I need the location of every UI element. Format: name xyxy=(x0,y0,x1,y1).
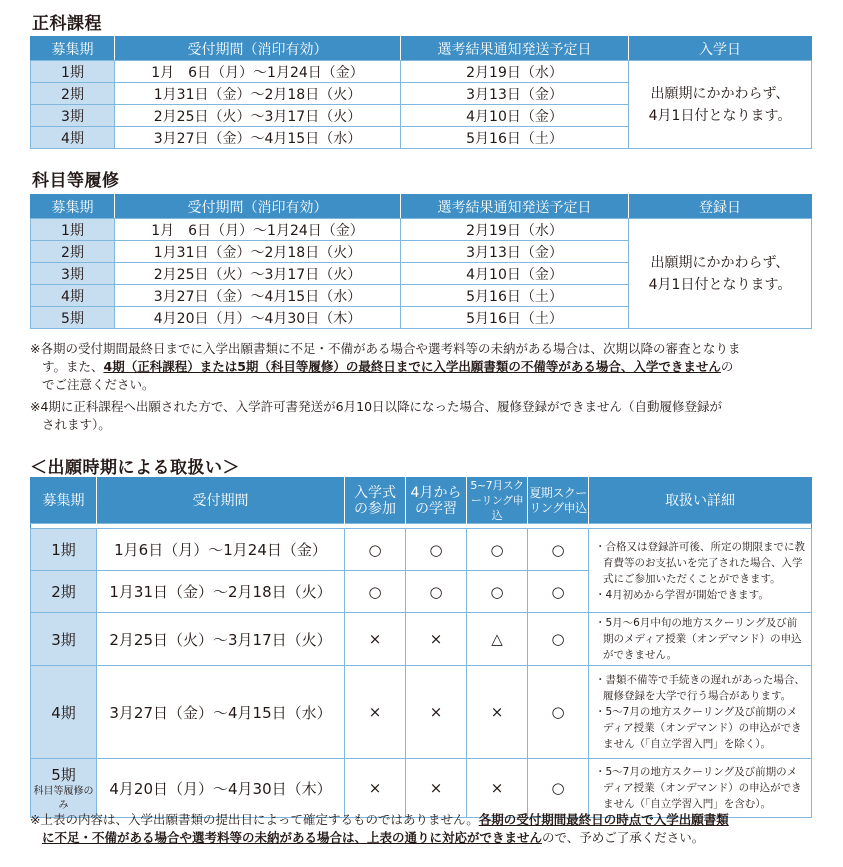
status-cell: × xyxy=(467,759,528,818)
status-cell: ○ xyxy=(528,613,589,666)
range-cell: 1月31日（金）～2月18日（火） xyxy=(115,241,401,263)
range-cell: 3月27日（金）～4月15日（水） xyxy=(97,666,345,759)
subject-course-table xyxy=(30,194,812,329)
detail-text: ・5～7月の地方スクーリング及び前期のメディア授業（オンデマンド）の申込ができません（「自立学習入門」を含む）。 xyxy=(595,766,802,810)
footer-line-1 xyxy=(30,811,820,829)
detail-cell xyxy=(589,613,812,666)
range-cell: 4月20日（月）～4月30日（木） xyxy=(97,759,345,818)
period-cell xyxy=(31,759,97,818)
period-cell: 3期 xyxy=(31,105,115,127)
notice-cell: 4月10日（金） xyxy=(401,263,629,285)
status-cell: ○ xyxy=(467,529,528,571)
register-note-cell xyxy=(629,219,812,329)
range-cell: 1月31日（金）～2月18日（火） xyxy=(97,571,345,613)
detail-text: ・5～7月の地方スクーリング及び前期のメディア授業（オンデマンド）の申込ができません（「自立学習入門」を除く）。 xyxy=(595,706,802,750)
status-cell: × xyxy=(345,759,406,818)
entry-note-line2: 4月1日付となります。 xyxy=(648,107,792,124)
note-1-emphasis: 4期（正科課程）または5期（科目等履修）の最終日までに入学出願書類の不備等がある場合、入学できません xyxy=(103,359,721,374)
header-detail: 取扱い詳細 xyxy=(589,478,812,524)
header-ceremony-b: の参加 xyxy=(354,500,396,517)
status-cell: ○ xyxy=(528,571,589,613)
footer-text-a: ※上表の内容は、入学出願書類の提出日によって確定するものではありません。 xyxy=(30,812,479,827)
status-cell: ○ xyxy=(406,571,467,613)
detail-cell xyxy=(589,666,812,759)
header-summer-schooling xyxy=(528,478,589,524)
footer-line-2 xyxy=(30,829,820,847)
footer-note xyxy=(30,811,820,847)
entry-note-cell xyxy=(629,61,812,149)
detail-text: ・合格又は登録許可後、所定の期限までに教育費等のお支払いを完了された場合、入学式にご参加いただくことができます。 xyxy=(595,540,805,585)
table-row xyxy=(31,61,812,83)
section-title-subject: 科目等履修 xyxy=(32,171,120,191)
status-cell: ○ xyxy=(345,529,406,571)
notice-cell: 4月10日（金） xyxy=(401,105,629,127)
header-schooling-a: 5~7月スク xyxy=(470,479,524,492)
note-2-line-a: ※4期に正科課程へ出願された方で、入学許可書発送が6月10日以降になった場合、履修登録ができません（自動履修登録が xyxy=(30,399,723,414)
status-cell: × xyxy=(406,759,467,818)
status-cell: ○ xyxy=(467,571,528,613)
footer-emphasis-1: 各期の受付期間最終日の時点で入学出願書類 xyxy=(478,812,729,827)
detail-text: ・4月初めから学習が開始できます。 xyxy=(595,588,769,601)
header-period: 募集期 xyxy=(31,37,115,61)
range-cell: 1月 6日（月）～1月24日（金） xyxy=(115,61,401,83)
status-cell: × xyxy=(345,613,406,666)
status-cell: × xyxy=(406,613,467,666)
header-range: 受付期間 xyxy=(97,478,345,524)
table-header-row xyxy=(31,195,812,219)
period-cell: 1期 xyxy=(31,219,115,241)
header-ceremony-a: 入学式 xyxy=(354,484,396,501)
note-1 xyxy=(30,340,820,394)
period-label: 5期 xyxy=(51,765,76,784)
register-note-line2: 4月1日付となります。 xyxy=(648,276,792,293)
status-cell: × xyxy=(345,666,406,759)
table-header-row xyxy=(31,478,812,524)
status-cell: ○ xyxy=(528,759,589,818)
detail-text: ・5月～6月中旬の地方スクーリング及び前期のメディア授業（オンデマンド）の申込ができません。 xyxy=(595,617,802,661)
header-notice: 選考結果通知発送予定日 xyxy=(401,37,629,61)
status-cell: × xyxy=(406,666,467,759)
header-notice: 選考結果通知発送予定日 xyxy=(401,195,629,219)
period-cell: 1期 xyxy=(31,61,115,83)
status-cell: △ xyxy=(467,613,528,666)
detail-cell xyxy=(589,529,812,613)
header-period: 募集期 xyxy=(31,478,97,524)
header-summer-b: リング申込 xyxy=(529,500,587,515)
header-april-b: の学習 xyxy=(415,500,457,517)
period-cell: 3期 xyxy=(31,263,115,285)
range-cell: 1月 6日（月）～1月24日（金） xyxy=(115,219,401,241)
notice-cell: 3月13日（金） xyxy=(401,241,629,263)
footer-text-b: ので、予めご了承ください。 xyxy=(542,830,705,845)
period-cell: 4期 xyxy=(31,127,115,149)
header-summer-a: 夏期スクー xyxy=(529,485,587,500)
register-note-line1: 出願期にかかわらず、 xyxy=(650,254,790,271)
range-cell: 1月6日（月）～1月24日（金） xyxy=(97,529,345,571)
note-1-text-c: の xyxy=(720,359,734,374)
entry-note-line1: 出願期にかかわらず、 xyxy=(650,85,790,102)
header-schooling xyxy=(467,478,528,524)
handling-table xyxy=(30,477,812,818)
range-cell: 2月25日（火）～3月17日（火） xyxy=(115,105,401,127)
period-cell: 5期 xyxy=(31,307,115,329)
status-cell: ○ xyxy=(528,666,589,759)
header-april-study xyxy=(406,478,467,524)
period-cell: 2期 xyxy=(31,83,115,105)
range-cell: 3月27日（金）～4月15日（水） xyxy=(115,127,401,149)
range-cell: 2月25日（火）～3月17日（火） xyxy=(97,613,345,666)
period-cell: 3期 xyxy=(31,613,97,666)
header-period: 募集期 xyxy=(31,195,115,219)
note-1-line-a: ※各期の受付期間最終日までに入学出願書類に不足・不備がある場合や選考料等の未納がある場合は、次期以降の審査となりま xyxy=(30,341,741,356)
note-2 xyxy=(30,398,820,434)
notice-cell: 3月13日（金） xyxy=(401,83,629,105)
notice-cell: 5月16日（土） xyxy=(401,127,629,149)
header-ceremony xyxy=(345,478,406,524)
footer-emphasis-2: に不足・不備がある場合や選考料等の未納がある場合は、上表の通りに対応ができません xyxy=(42,830,543,845)
period-cell: 4期 xyxy=(31,285,115,307)
header-entry: 入学日 xyxy=(629,37,812,61)
period-sublabel: 科目等履修のみ xyxy=(33,785,94,811)
status-cell: × xyxy=(467,666,528,759)
period-cell: 2期 xyxy=(31,241,115,263)
range-cell: 2月25日（火）～3月17日（火） xyxy=(115,263,401,285)
period-cell: 1期 xyxy=(31,529,97,571)
notice-cell: 5月16日（土） xyxy=(401,307,629,329)
notice-cell: 5月16日（土） xyxy=(401,285,629,307)
header-range: 受付期間（消印有効） xyxy=(115,37,401,61)
range-cell: 4月20日（月）～4月30日（木） xyxy=(115,307,401,329)
range-cell: 1月31日（金）～2月18日（火） xyxy=(115,83,401,105)
regular-course-table xyxy=(30,36,812,149)
notice-cell: 2月19日（水） xyxy=(401,219,629,241)
table-row xyxy=(31,666,812,759)
header-register: 登録日 xyxy=(629,195,812,219)
table-header-row xyxy=(31,37,812,61)
status-cell: ○ xyxy=(406,529,467,571)
note-1-line-d: でご注意ください。 xyxy=(42,377,155,392)
note-2-line-b: されます）。 xyxy=(42,417,111,432)
header-range: 受付期間（消印有効） xyxy=(115,195,401,219)
range-cell: 3月27日（金）～4月15日（水） xyxy=(115,285,401,307)
status-cell: ○ xyxy=(345,571,406,613)
header-april-a: 4月から xyxy=(410,484,462,501)
table-row xyxy=(31,219,812,241)
table-row xyxy=(31,613,812,666)
table-row xyxy=(31,529,812,571)
note-1-text-b: す。また、 xyxy=(42,359,104,374)
detail-cell xyxy=(589,759,812,818)
period-cell: 2期 xyxy=(31,571,97,613)
detail-text: ・書類不備等で手続きの遅れがあった場合、履修登録を大学で行う場合があります。 xyxy=(595,674,805,702)
notice-cell: 2月19日（水） xyxy=(401,61,629,83)
header-schooling-b: ーリング申込 xyxy=(470,494,524,522)
table-row xyxy=(31,759,812,818)
note-1-line-b xyxy=(30,358,820,376)
status-cell: ○ xyxy=(528,529,589,571)
period-cell: 4期 xyxy=(31,666,97,759)
section-title-handling: ＜出願時期による取扱い＞ xyxy=(30,458,240,478)
section-title-regular: 正科課程 xyxy=(32,14,102,34)
